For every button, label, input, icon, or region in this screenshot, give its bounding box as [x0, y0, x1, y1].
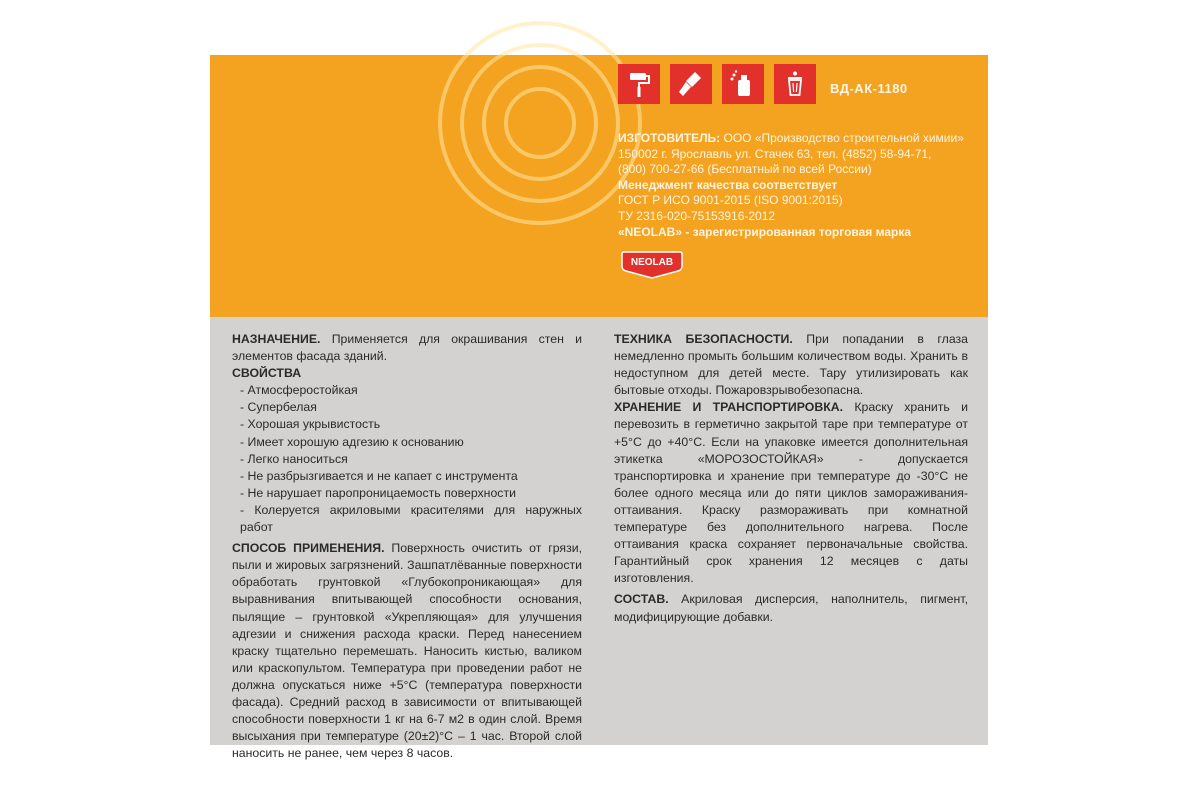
application-heading: СПОСОБ ПРИМЕНЕНИЯ. — [232, 541, 385, 556]
manufacturer-heading: ИЗГОТОВИТЕЛЬ: — [618, 131, 721, 145]
purpose-section — [232, 331, 582, 365]
composition-section — [614, 591, 968, 625]
svg-text:NEOLAB: NEOLAB — [630, 257, 674, 268]
trademark-text: - зарегистрированная торговая марка — [682, 224, 912, 239]
label-bottom-panel — [210, 317, 988, 761]
application-section — [232, 540, 582, 762]
paint-label — [210, 55, 988, 761]
list-item: - Колеруется акриловыми красителями для наружных работ — [240, 502, 582, 535]
list-item: - Легко наноситься — [240, 451, 348, 466]
manufacturer-address: 150002 г. Ярославль ул. Стачек 63, тел. (4852) 58-94-71, — [618, 146, 932, 161]
trademark-brand: «NEOLAB» — [618, 224, 683, 239]
list-item: - Хорошая укрывистость — [240, 417, 381, 432]
manufacturer-name: ООО «Производство строительной химии» — [720, 131, 964, 145]
composition-text: Акриловая дисперсия, наполнитель, пигмент, модифицирующие добавки. — [614, 592, 968, 624]
manufacturer-line — [618, 131, 978, 147]
purpose-text: Применяется для окрашивания стен и элементов фасада зданий. — [232, 332, 582, 364]
neolab-logo — [620, 250, 684, 280]
safety-section — [614, 331, 968, 399]
label-top-panel — [210, 55, 988, 317]
trademark-line — [618, 225, 978, 241]
right-text-column — [614, 331, 968, 626]
safety-text: При попадании в глаза немедленно промыть большим количеством воды. Хранить в недоступном для детей месте. Тару утилизировать как бытовые отходы. Пожаровзрывобезопасна. — [614, 332, 968, 398]
composition-heading: СОСТАВ. — [614, 592, 669, 607]
list-item: - Не нарушает паропроницаемость поверхности — [240, 485, 516, 500]
properties-heading: СВОЙСТВА — [232, 366, 302, 381]
safety-heading: ТЕХНИКА БЕЗОПАСНОСТИ. — [614, 332, 793, 346]
decorative-ring — [504, 87, 576, 159]
storage-text: Краску хранить и перевозить в герметично закрытой таре при температуре от +5°С до +40°С. Если на упаковке имеется дополнительная этикетка «МОРОЗОСТОЙКАЯ» - допускается транспортировка и хранение при температуре до -30°С не более одного месяца или до пяти циклов замораживания-оттаивания. Краску размораживать при комнатной температуре без дополнительного нагрева. После оттаивания краска сохраняет первоначальные свойства. Гарантийный срок хранения 12 месяцев с даты изготовления. — [614, 400, 968, 586]
gost-standard: ГОСТ Р ИСО 9001-2015 (ISO 9001:2015) — [618, 193, 843, 208]
manufacturer-info — [618, 131, 978, 240]
storage-section — [614, 399, 968, 587]
paint-roller-icon — [618, 64, 660, 104]
manufacturer-panel — [606, 55, 988, 317]
list-item: - Супербелая — [240, 400, 317, 415]
application-text: Поверхность очистить от грязи, пыли и жировых загрязнений. Зашпатлёванные поверхности обработать грунтовкой «Глубокопроникающая» для выравнивания впитывающей способности основания, пылящие – грунтовкой «Укрепляющая» для улучшения адгезии и снижения расхода краски. Перед нанесением краску тщательно перемешать. Наносить кистью, валиком или краскопультом. Температура при проведении работ не должна опускаться ниже +5°С (температура поверхности фасада). Средний расход в зависимости от впитывающей способности поверхности 1 кг на 6-7 м2 в один слой. Время высыхания при температуре (20±2)°С – 1 час. Второй слой наносить не ранее, чем через 8 часов. — [232, 541, 582, 761]
purpose-heading: НАЗНАЧЕНИЕ. — [232, 332, 321, 346]
manufacturer-phone: (800) 700-27-66 (Бесплатный по всей России) — [618, 162, 872, 177]
product-code: ВД-АК-1180 — [830, 81, 908, 96]
decorative-panel — [210, 55, 606, 317]
list-item: - Атмосферостойкая — [240, 383, 358, 398]
paint-brush-icon — [670, 64, 712, 104]
spray-gun-icon — [722, 64, 764, 104]
list-item: - Имеет хорошую адгезию к основанию — [240, 434, 464, 449]
list-item: - Не разбрызгивается и не капает с инструмента — [240, 468, 518, 483]
storage-heading: ХРАНЕНИЕ И ТРАНСПОРТИРОВКА. — [614, 400, 844, 415]
left-text-column — [232, 331, 582, 762]
properties-list — [232, 382, 582, 536]
quality-statement: Менеджмент качества соответствует — [618, 177, 838, 192]
pictogram-row — [618, 64, 816, 104]
tu-standard: ТУ 2316-020-75153916-2012 — [618, 208, 776, 223]
no-litter-bin-icon — [774, 64, 816, 104]
